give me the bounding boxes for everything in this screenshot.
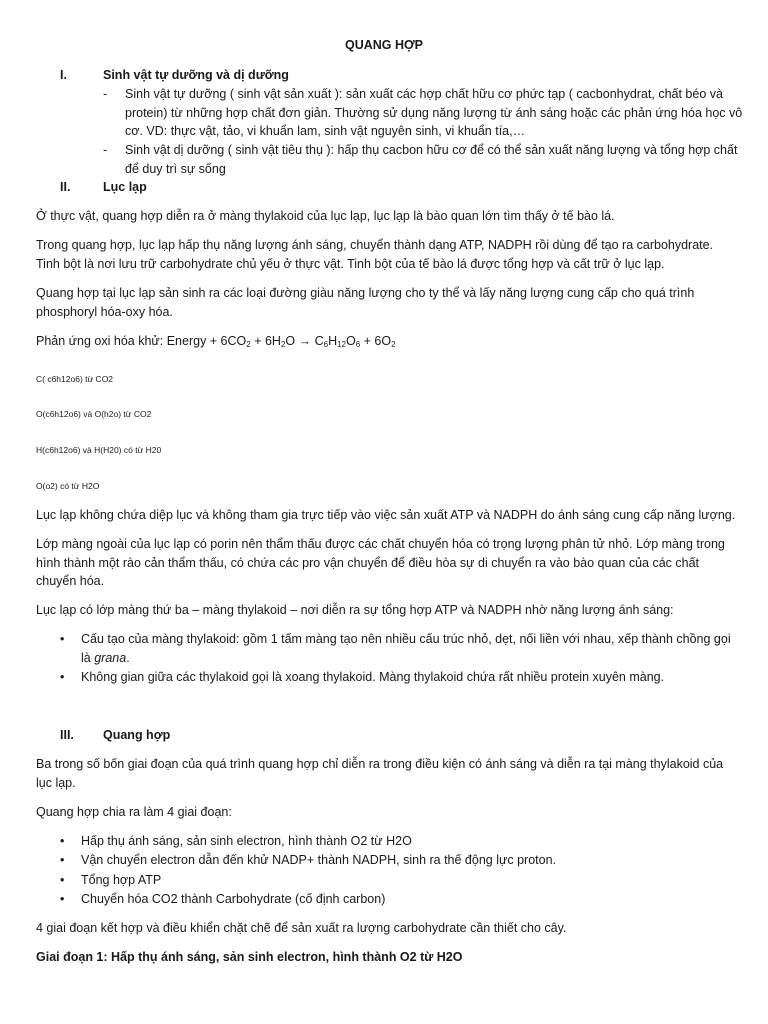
bullet-marker: • [60,873,65,887]
list-item-text: Sinh vật tự dưỡng ( sinh vật sản xuất ): sản xuất các hợp chất hữu cơ phức tạp ( cacbonhydrat, chất béo và protein) từ những hợp chất đơn giản. Thường sử dụng năng lượng từ ánh sáng hoặc các phản ứng hóa học vô cơ. VD: thực vật, tảo, vi khuẩn lam, sinh vật nguyên sinh, vi khuẩn tía,… [125,87,743,138]
arrow-icon: → [298,334,312,348]
dash-marker: - [103,87,108,101]
bullet-marker: • [60,632,65,646]
bullet-marker: • [60,834,65,848]
list-item [60,851,740,870]
paragraph: Ba trong số bốn giai đoạn của quá trình quang hợp chỉ diễn ra trong điều kiện có ánh sáng và diễn ra tại màng thylakoid của lục lạp. [36,757,724,790]
section-3-heading: Quang hợp [103,728,171,742]
paragraph: 4 giai đoạn kết hợp và điều khiển chặt chẽ để sản xuất ra lượng carbohydrate cần thiết cho cây. [36,921,567,935]
list-item-text: Cấu tạo của màng thylakoid: gồm 1 tấm màng tạo nên nhiều cấu trúc nhỏ, dẹt, nối liền với nhau, xếp thành chồng gọi là grana. [81,632,731,665]
list-item-text: Sinh vật dị dưỡng ( sinh vật tiêu thụ ): hấp thụ cacbon hữu cơ để có thể sản xuất năng lượng và tổng hợp chất để duy trì sự sống [125,143,738,176]
section-2-heading: Lục lạp [103,180,147,194]
bullet-marker: • [60,670,65,684]
bullet-marker: • [60,853,65,867]
paragraph: Trong quang hợp, lục lạp hấp thụ năng lượng ánh sáng, chuyển thành dạng ATP, NADPH rồi dùng để tạo ra carbohydrate. Tinh bột là nơi lưu trữ carbohydrate chủ yếu ở thực vật. Tinh bột của tế bào lá được tổng hợp và cất trữ ở lục lạp. [36,238,714,271]
list-item [60,890,740,909]
list-item-heterotroph [103,141,743,178]
list-item [60,871,740,890]
note-line: C( c6h12o6) từ CO2 [36,374,114,384]
reaction-equation: Phản ứng oxi hóa khử: Energy + $6CO_2 + 6H_2O \to C_6H_{12}O_6 + 6O_2$ [36,334,396,349]
section-3-numeral: III. [60,728,74,742]
list-item-text: Tổng hợp ATP [81,873,162,887]
paragraph: Quang hợp chia ra làm 4 giai đoạn: [36,805,232,819]
list-item [60,630,740,667]
list-item [60,668,740,687]
paragraph: Quang hợp tại lục lạp sản sinh ra các loại đường giàu năng lượng cho ty thể và lấy năng lượng cung cấp cho quá trình phosphoryl hóa-oxy hóa. [36,286,695,319]
paragraph: Lục lạp có lớp màng thứ ba – màng thylakoid – nơi diễn ra sự tổng hợp ATP và NADPH nhờ năng lượng ánh sáng: [36,603,674,617]
list-item [60,832,740,851]
note-line: H(c6h12o6) và H(H20) có từ H20 [36,445,162,455]
section-2-numeral: II. [60,180,71,194]
note-line: O(o2) có từ H2O [36,481,100,491]
list-item-text: Không gian giữa các thylakoid gọi là xoang thylakoid. Màng thylakoid chứa rất nhiều protein xuyên màng. [81,670,665,684]
paragraph: Lớp màng ngoài của lục lạp có porin nên thẩm thấu được các chất chuyển hóa có trọng lượng phân tử nhỏ. Lớp màng trong hình thành một rào cản thẩm thấu, có chứa các pro vận chuyển để điều hòa sự di chuyển ra vào bào quan của các chất chuyển hóa. [36,537,725,588]
paragraph: Lục lạp không chứa diệp lục và không tham gia trực tiếp vào việc sản xuất ATP và NADPH do ánh sáng cung cấp năng lượng. [36,508,736,522]
section-1-numeral: I. [60,68,67,82]
list-item-text: Hấp thụ ánh sáng, sản sinh electron, hình thành O2 từ H2O [81,834,412,848]
dash-marker: - [103,143,108,157]
section-1-heading: Sinh vật tự dưỡng và dị dưỡng [103,68,289,82]
document-title: QUANG HỢP [344,38,424,52]
stage-1-heading: Giai đoạn 1: Hấp thụ ánh sáng, sản sinh electron, hình thành O2 từ H2O [36,950,463,964]
bullet-marker: • [60,892,65,906]
list-item-text: Chuyển hóa CO2 thành Carbohydrate (cố định carbon) [81,892,386,906]
paragraph: Ở thực vật, quang hợp diễn ra ở màng thylakoid của lục lạp, lục lạp là bào quan lớn tìm thấy ở tế bào lá. [36,209,615,223]
list-item-text: Vận chuyển electron dẫn đến khử NADP+ thành NADPH, sinh ra thế động lực proton. [81,853,556,867]
list-item-autotroph [103,85,743,141]
note-line: O(c6h12o6) và O(h2o) từ CO2 [36,409,152,419]
